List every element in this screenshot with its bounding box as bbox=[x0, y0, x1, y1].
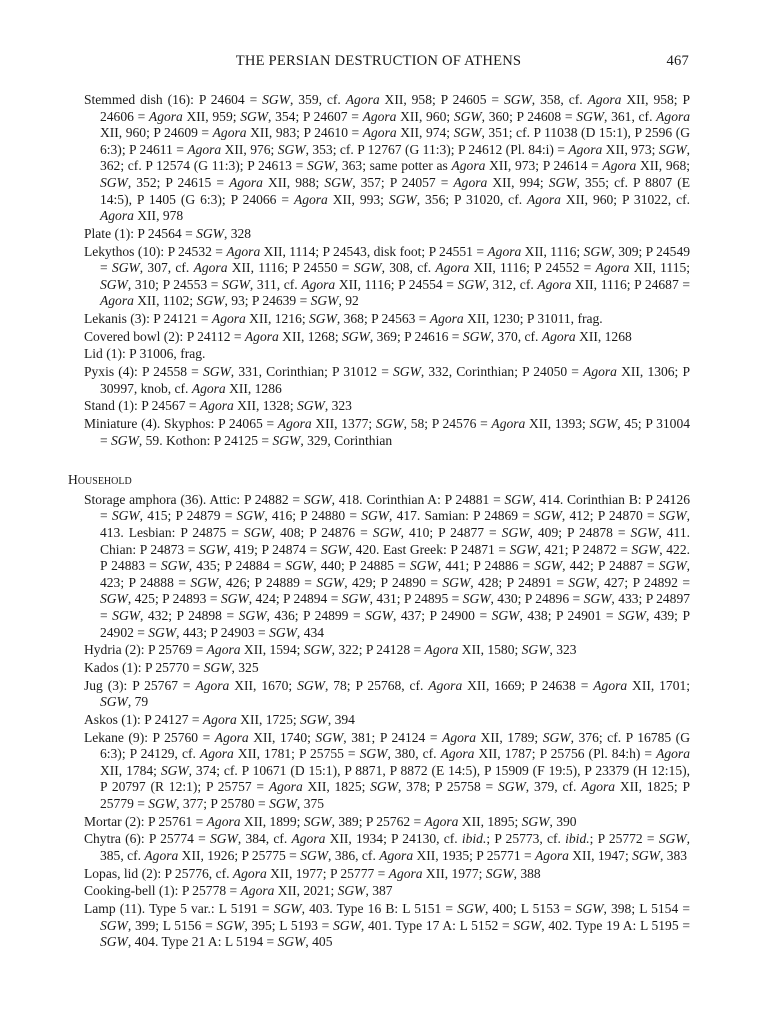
catalogue-entry: Cooking-bell (1): P 25778 = Agora XII, 2021; SGW, 387 bbox=[84, 883, 393, 899]
page-number: 467 bbox=[666, 53, 689, 69]
catalogue-entry: Plate (1): P 24564 = SGW, 328 bbox=[84, 225, 252, 241]
catalogue-entry: Covered bowl (2): P 24112 = Agora XII, 1268; SGW, 369; P 24616 = SGW, 370, cf. Agora XII, 1268 bbox=[84, 328, 632, 344]
catalogue-entry: Jug (3): P 25767 = Agora XII, 1670; SGW, 78; P 25768, cf. Agora XII, 1669; P 24638 = Agora XII, 1701; SGW, 79 bbox=[84, 677, 690, 710]
catalogue-entry: Storage amphora (36). Attic: P 24882 = SGW, 418. Corinthian A: P 24881 = SGW, 414. Corinthian B: P 24126 = SGW, 415; P 24879 = SGW, 416; P 24880 = SGW, 417. Samian: P 24869 = SGW, 412; P 24870 = SGW, 413. Lesbian: P 24875 = SGW, 408; P 24876 = SGW, 410; P 24877 = SGW, 409; P 24878 = SGW, 411. Chian: P 24873 = SGW, 419; P 24874 = SGW, 420. East Greek: P 24871 = SGW, 421; P 24872 = SGW, 422. P 24883 = SGW, 435; P 24884 = SGW, 440; P 24885 = SGW, 441; P 24886 = SGW, 442; P 24887 = SGW, 423; P 24888 = SGW, 426; P 24889 = SGW, 429; P 24890 = SGW, 428; P 24891 = SGW, 427; P 24892 = SGW, 425; P 24893 = SGW, 424; P 24894 = SGW, 431; P 24895 = SGW, 430; P 24896 = SGW, 433; P 24897 = SGW, 432; P 24898 = SGW, 436; P 24899 = SGW, 437; P 24900 = SGW, 438; P 24901 = SGW, 439; P 24902 = SGW, 443; P 24903 = SGW, 434 bbox=[84, 491, 691, 640]
catalogue-entry: Lekythos (10): P 24532 = Agora XII, 1114; P 24543, disk foot; P 24551 = Agora XII, 1116; SGW, 309; P 24549 = SGW, 307, cf. Agora XII, 1116; P 24550 = SGW, 308, cf. Agora XII, 1116; P 24552 = Agora XII, 1115; SGW, 310; P 24553 = SGW, 311, cf. Agora XII, 1116; P 24554 = SGW, 312, cf. Agora XII, 1116; P 24687 = Agora XII, 1102; SGW, 93; P 24639 = SGW, 92 bbox=[84, 243, 691, 309]
catalogue-entry: Pyxis (4): P 24558 = SGW, 331, Corinthian; P 31012 = SGW, 332, Corinthian; P 24050 = Agora XII, 1306; P 30997, knob, cf. Agora XII, 1286 bbox=[84, 364, 690, 396]
catalogue-entry: Lopas, lid (2): P 25776, cf. Agora XII, 1977; P 25777 = Agora XII, 1977; SGW, 388 bbox=[84, 865, 541, 881]
running-header bbox=[0, 53, 757, 73]
catalogue-body bbox=[68, 92, 690, 952]
catalogue-entry: Miniature (4). Skyphos: P 24065 = Agora XII, 1377; SGW, 58; P 24576 = Agora XII, 1393; SGW, 45; P 31004 = SGW, 59. Kothon: P 24125 = SGW, 329, Corinthian bbox=[84, 416, 690, 448]
catalogue-entry: Lekanis (3): P 24121 = Agora XII, 1216; SGW, 368; P 24563 = Agora XII, 1230; P 31011, frag. bbox=[84, 311, 603, 326]
section-heading-household: Household bbox=[68, 472, 132, 488]
catalogue-entry: Stemmed dish (16): P 24604 = SGW, 359, cf. Agora XII, 958; P 24605 = SGW, 358, cf. Agora XII, 958; P 24606 = Agora XII, 959; SGW, 354; P 24607 = Agora XII, 960; SGW, 360; P 24608 = SGW, 361, cf. Agora XII, 960; P 24609 = Agora XII, 983; P 24610 = Agora XII, 974; SGW, 351; cf. P 11038 (D 15:1), P 2596 (G 6:3); P 24611 = Agora XII, 976; SGW, 353; cf. P 12767 (G 11:3); P 24612 (Pl. 84:i) = Agora XII, 973; SGW, 362; cf. P 12574 (G 11:3); P 24613 = SGW, 363; same potter as Agora XII, 973; P 24614 = Agora XII, 968; SGW, 352; P 24615 = Agora XII, 988; SGW, 357; P 24057 = Agora XII, 994; SGW, 355; cf. P 8807 (E 14:5), P 1405 (G 6:3); P 24066 = Agora XII, 993; SGW, 356; P 31020, cf. Agora XII, 960; P 31022, cf. Agora XII, 978 bbox=[84, 92, 691, 224]
running-title: THE PERSIAN DESTRUCTION OF ATHENS bbox=[235, 53, 522, 69]
section-household-list bbox=[68, 492, 690, 951]
catalogue-entry: Askos (1): P 24127 = Agora XII, 1725; SGW, 394 bbox=[84, 711, 355, 727]
section-continued-list bbox=[68, 92, 690, 449]
catalogue-entry: Lamp (11). Type 5 var.: L 5191 = SGW, 403. Type 16 B: L 5151 = SGW, 400; L 5153 = SGW, 398; L 5154 = SGW, 399; L 5156 = SGW, 395; L 5193 = SGW, 401. Type 17 A: L 5152 = SGW, 402. Type 19 A: L 5195 = SGW, 404. Type 21 A: L 5194 = SGW, 405 bbox=[84, 901, 690, 950]
catalogue-entry: Mortar (2): P 25761 = Agora XII, 1899; SGW, 389; P 25762 = Agora XII, 1895; SGW, 390 bbox=[84, 813, 577, 829]
catalogue-entry: Stand (1): P 24567 = Agora XII, 1328; SGW, 323 bbox=[84, 398, 352, 414]
catalogue-entry: Lekane (9): P 25760 = Agora XII, 1740; SGW, 381; P 24124 = Agora XII, 1789; SGW, 376; cf. P 16785 (G 6:3); P 24129, cf. Agora XII, 1781; P 25755 = SGW, 380, cf. Agora XII, 1787; P 25756 (Pl. 84:h) = Agora XII, 1784; SGW, 374; cf. P 10671 (D 15:1), P 8871, P 8872 (E 14:5), P 15909 (F 19:5), P 23379 (H 12:15), P 20797 (R 12:1); P 25757 = Agora XII, 1825; SGW, 378; P 25758 = SGW, 379, cf. Agora XII, 1825; P 25779 = SGW, 377; P 25780 = SGW, 375 bbox=[84, 729, 690, 811]
catalogue-entry: Chytra (6): P 25774 = SGW, 384, cf. Agora XII, 1934; P 24130, cf. ibid.; P 25773, cf. ibid.; P 25772 = SGW, 385, cf. Agora XII, 1926; P 25775 = SGW, 386, cf. Agora XII, 1935; P 25771 = Agora XII, 1947; SGW, 383 bbox=[84, 831, 690, 863]
catalogue-entry: Kados (1): P 25770 = SGW, 325 bbox=[84, 659, 259, 675]
catalogue-entry: Lid (1): P 31006, frag. bbox=[84, 346, 206, 362]
catalogue-entry: Hydria (2): P 25769 = Agora XII, 1594; SGW, 322; P 24128 = Agora XII, 1580; SGW, 323 bbox=[84, 642, 577, 658]
